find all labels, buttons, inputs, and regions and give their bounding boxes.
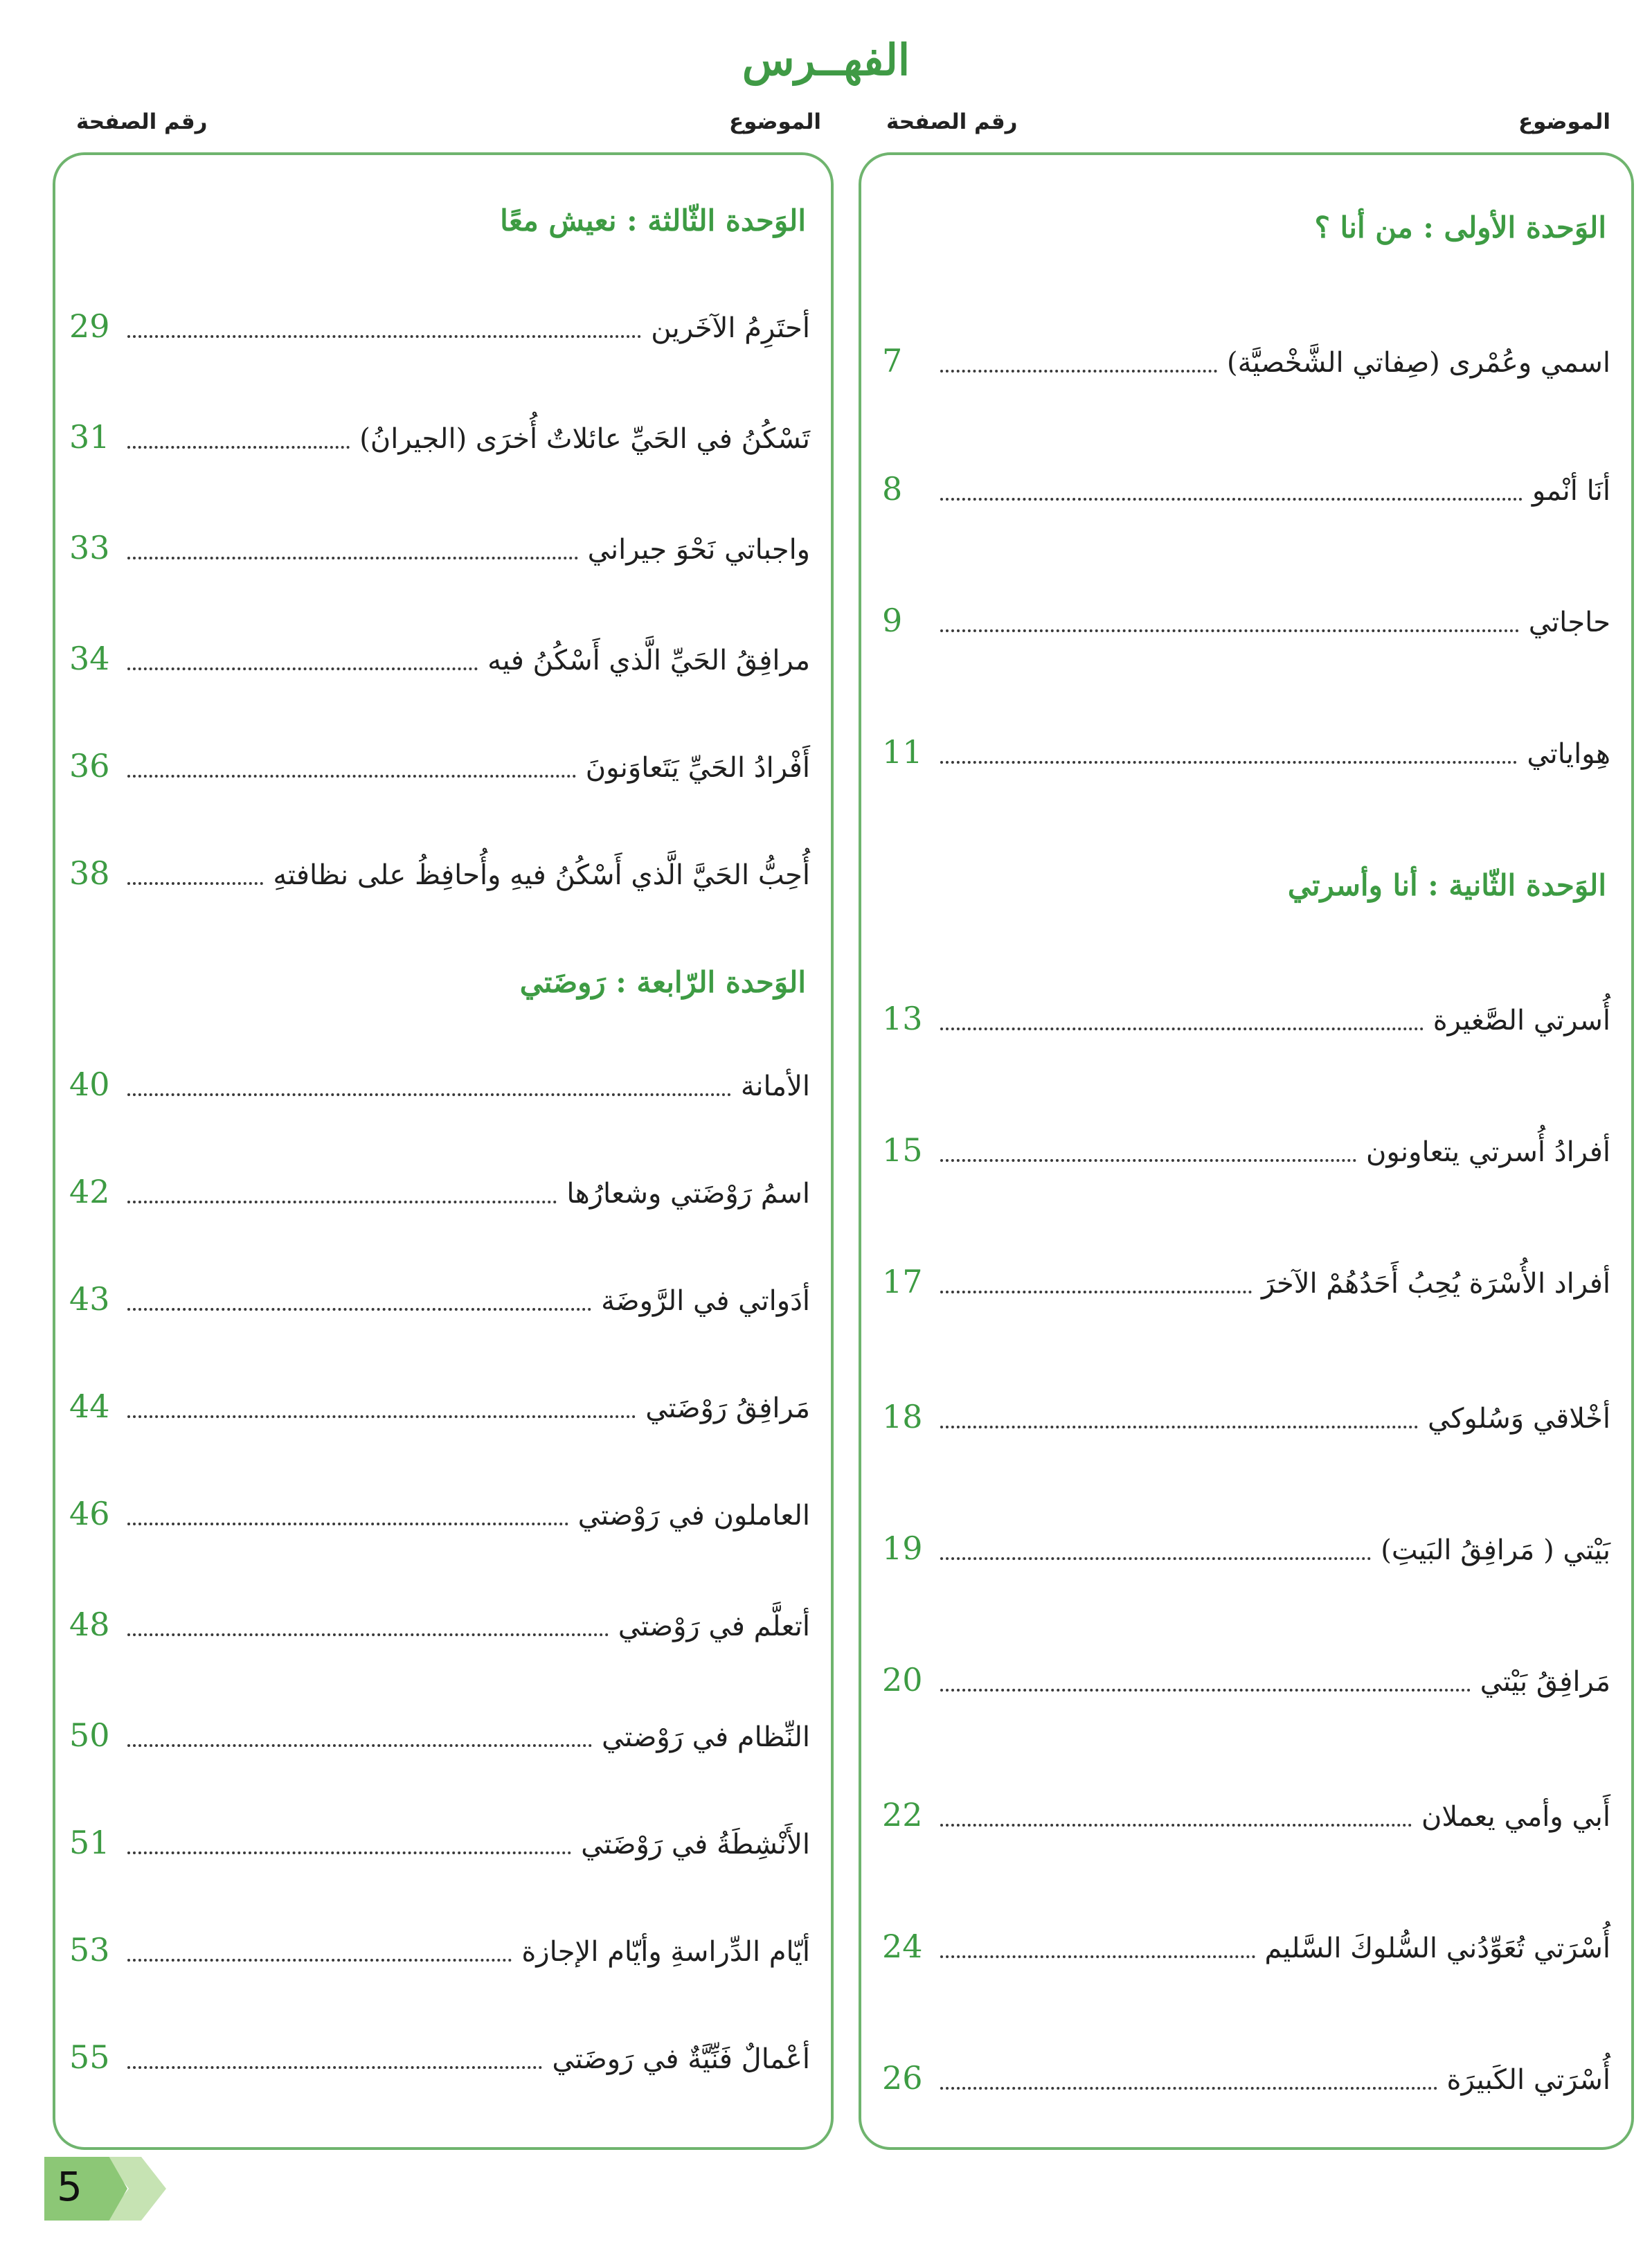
toc-entry[interactable]: [882, 342, 1610, 384]
leader-dots: [127, 1959, 512, 1962]
leader-dots: [940, 370, 1217, 373]
toc-entry-title: تَسْكُنُ في الحَيِّ عائلاتٌ أُخرَى (الجيرانُ): [359, 423, 810, 455]
topic-header-left: الموضوع: [728, 109, 821, 134]
toc-entry[interactable]: [882, 1928, 1610, 1969]
toc-entry-page: 46: [69, 1495, 110, 1532]
toc-entry-title: أُسْرَتي تُعَوِّدُني السُّلوكَ السَّليم: [1264, 1932, 1610, 1964]
leader-dots: [940, 1824, 1412, 1827]
toc-entry[interactable]: [69, 1173, 810, 1214]
toc-entry-title: مَرافِقُ بَيْتي: [1480, 1666, 1610, 1698]
toc-entry-title: حاجاتي: [1528, 607, 1610, 638]
leader-dots: [940, 1159, 1356, 1162]
leader-dots: [127, 1415, 636, 1418]
leader-dots: [127, 1744, 592, 1747]
unit-title: الوَحدة الثّالثة : نعيش معًا: [500, 204, 806, 237]
leader-dots: [940, 1028, 1424, 1030]
toc-panel-left: [53, 152, 834, 2150]
toc-entry-title: اسمُ رَوْضَتي وشعارُها: [566, 1178, 810, 1210]
toc-entry-page: 38: [69, 854, 110, 892]
toc-entry-page: 40: [69, 1066, 110, 1103]
leader-dots: [127, 882, 263, 885]
toc-entry-page: 18: [882, 1398, 923, 1435]
toc-entry-title: أَفْرادُ الحَيِّ يَتَعاوَنونَ: [585, 752, 810, 784]
leader-dots: [127, 1201, 557, 1203]
toc-entry[interactable]: [882, 1263, 1610, 1304]
unit-title: الوَحدة الأولى : من أنا ؟: [1314, 210, 1606, 244]
toc-entry-title: هِواياتي: [1527, 738, 1610, 770]
toc-entry-title: أُسْرَتي الكَبيرَة: [1446, 2064, 1610, 2096]
toc-entry[interactable]: [69, 1066, 810, 1107]
leader-dots: [127, 775, 576, 778]
toc-entry-page: 43: [69, 1280, 110, 1318]
toc-entry-page: 51: [69, 1824, 110, 1861]
toc-entry-title: أعْمالٌ فَنِّيَّةٌ في رَوضَتي: [552, 2043, 810, 2075]
toc-entry[interactable]: [69, 1495, 810, 1536]
toc-entry-title: أَبي وأمي يعملان: [1421, 1801, 1610, 1833]
toc-entry[interactable]: [69, 640, 810, 681]
toc-entry[interactable]: [882, 1530, 1610, 1571]
leader-dots: [127, 557, 578, 559]
page-number-header-left: رقم الصفحة: [76, 109, 208, 134]
leader-dots: [940, 2087, 1437, 2090]
toc-entry-title: بَيْتي ( مَرافِقُ البَيتِ): [1381, 1534, 1610, 1566]
leader-dots: [940, 1955, 1255, 1958]
toc-entry[interactable]: [69, 1606, 810, 1647]
toc-entry-page: 44: [69, 1388, 110, 1425]
toc-entry-title: أنَا أنْمو: [1532, 475, 1610, 507]
toc-entry-title: أُسرتي الصَّغيرة: [1433, 1005, 1610, 1037]
toc-entry-title: اسمي وعُمْرى (صِفاتي الشَّخْصيَّة): [1226, 347, 1610, 379]
toc-entry-page: 50: [69, 1716, 110, 1754]
toc-entry[interactable]: [69, 307, 810, 349]
toc-entry-page: 24: [882, 1928, 923, 1965]
page-number: 5: [57, 2163, 82, 2210]
toc-entry-page: 29: [69, 307, 110, 345]
toc-entry-page: 33: [69, 529, 110, 566]
toc-entry-page: 9: [882, 602, 903, 639]
leader-dots: [127, 1851, 571, 1854]
leader-dots: [127, 2066, 542, 2069]
toc-entry-title: مرافِقُ الحَيِّ الَّذي أَسْكُنُ فيه: [487, 645, 810, 676]
toc-entry-page: 42: [69, 1173, 110, 1210]
toc-entry[interactable]: [69, 747, 810, 789]
leader-dots: [940, 1557, 1371, 1560]
toc-entry-title: أُحِبُّ الحَيَّ الَّذي أَسْكُنُ فيهِ وأُحافِظُ على نظافتهِ: [273, 859, 810, 891]
toc-entry[interactable]: [69, 1824, 810, 1865]
toc-entry-page: 7: [882, 342, 903, 379]
toc-entry-title: الأمانة: [740, 1070, 810, 1102]
toc-entry-page: 8: [882, 470, 903, 508]
toc-entry[interactable]: [69, 1388, 810, 1429]
unit-title: الوَحدة الثّانية : أنا وأسرتي: [1287, 868, 1606, 902]
toc-entry-page: 55: [69, 2038, 110, 2076]
toc-entry-page: 36: [69, 747, 110, 784]
unit-title: الوَحدة الرّابعة : رَوضَتي: [519, 965, 806, 999]
toc-entry-page: 53: [69, 1931, 110, 1968]
page-title: الفهــرس: [742, 35, 910, 85]
toc-entry[interactable]: [69, 1931, 810, 1973]
toc-entry[interactable]: [69, 854, 810, 896]
leader-dots: [940, 498, 1523, 501]
toc-entry[interactable]: [882, 1796, 1610, 1838]
toc-entry-page: 34: [69, 640, 110, 677]
leader-dots: [940, 761, 1517, 764]
toc-entry[interactable]: [882, 602, 1610, 643]
toc-entry-title: أفراد الأُسْرَة يُحِبُ أَحَدُهُمْ الآخرَ: [1261, 1268, 1610, 1300]
toc-entry[interactable]: [882, 733, 1610, 775]
toc-entry-title: واجباتي نَحْوَ جيراني: [587, 534, 810, 566]
leader-dots: [940, 1426, 1418, 1428]
toc-entry-page: 31: [69, 418, 110, 456]
toc-entry[interactable]: [882, 1131, 1610, 1173]
leader-dots: [127, 1523, 568, 1525]
leader-dots: [127, 1093, 731, 1096]
toc-entry[interactable]: [882, 470, 1610, 512]
leader-dots: [940, 629, 1519, 632]
toc-entry-page: 48: [69, 1606, 110, 1643]
leader-dots: [127, 335, 641, 338]
toc-entry[interactable]: [882, 1661, 1610, 1703]
leader-dots: [940, 1689, 1471, 1692]
toc-entry-page: 20: [882, 1661, 923, 1698]
toc-entry[interactable]: [69, 2038, 810, 2080]
toc-entry[interactable]: [69, 1280, 810, 1322]
toc-entry-title: أفرادُ أُسرتي يتعاونون: [1365, 1136, 1610, 1168]
toc-entry-title: العاملون في رَوْضتي: [577, 1500, 810, 1532]
toc-entry-title: أحتَرِمُ الآخَرين: [651, 312, 810, 344]
toc-entry-page: 11: [882, 733, 923, 771]
toc-entry-title: الأَنْشِطَةُ في رَوْضَتي: [581, 1829, 810, 1860]
toc-entry-page: 17: [882, 1263, 923, 1300]
toc-entry-page: 15: [882, 1131, 923, 1169]
page-number-header-right: رقم الصفحة: [886, 109, 1018, 134]
toc-entry[interactable]: [882, 1000, 1610, 1041]
leader-dots: [127, 446, 350, 449]
toc-entry-title: مَرافِقُ رَوْضَتي: [645, 1392, 810, 1424]
toc-entry[interactable]: [882, 2059, 1610, 2101]
topic-header-right: الموضوع: [1518, 109, 1610, 134]
toc-entry-title: أتعلَّم في رَوْضتي: [618, 1611, 810, 1642]
toc-entry[interactable]: [69, 418, 810, 460]
toc-entry[interactable]: [882, 1398, 1610, 1440]
leader-dots: [127, 1308, 591, 1311]
leader-dots: [127, 667, 478, 670]
toc-entry-title: أخْلاقي وَسُلوكي: [1427, 1403, 1610, 1435]
toc-entry-page: 22: [882, 1796, 923, 1833]
toc-panel-right: [859, 152, 1634, 2150]
toc-entry-title: أدَواتي في الرَّوضَة: [601, 1285, 810, 1317]
toc-entry-page: 19: [882, 1530, 923, 1567]
leader-dots: [940, 1291, 1252, 1293]
leader-dots: [127, 1633, 609, 1636]
toc-entry[interactable]: [69, 529, 810, 571]
toc-entry-page: 13: [882, 1000, 923, 1037]
toc-entry-page: 26: [882, 2059, 923, 2097]
toc-entry-title: أيّام الدِّراسةِ وأيّام الإجازة: [521, 1936, 810, 1968]
toc-entry-title: النِّظام في رَوْضتي: [601, 1721, 810, 1753]
toc-entry[interactable]: [69, 1716, 810, 1758]
